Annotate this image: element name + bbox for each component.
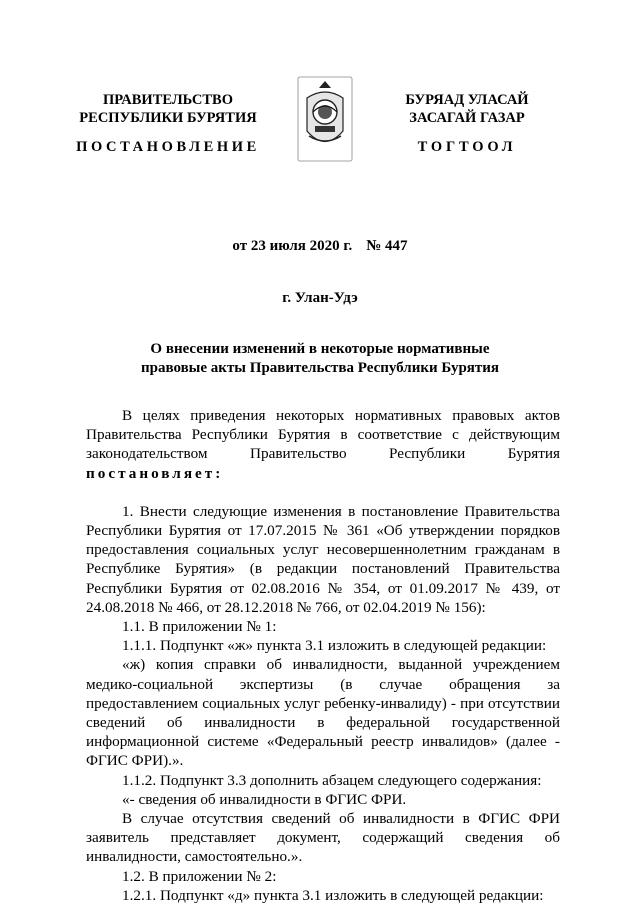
paragraph-1-1: 1.1. В приложении № 1: <box>122 618 277 636</box>
coat-of-arms-icon <box>297 76 353 162</box>
issuer-line-2-buryat: ЗАСАГАЙ ГАЗАР <box>409 110 525 126</box>
doc-type-buryat: ТОГТООЛ <box>417 139 517 155</box>
decree-number: № 447 <box>366 238 408 254</box>
decree-body <box>86 406 560 905</box>
paragraph-1-2-1: 1.2.1. Подпункт «д» пункта 3.1 изложить в следующей редакции: <box>122 886 544 904</box>
city: г. Улан-Удэ <box>282 290 358 306</box>
title-line-1: О внесении изменений в некоторые нормативные <box>150 341 490 357</box>
issuer-line-2: РЕСПУБЛИКИ БУРЯТИЯ <box>79 110 257 126</box>
issuer-name-russian <box>62 91 274 127</box>
paragraph-1-1-1: 1.1.1. Подпункт «ж» пункта 3.1 изложить в следующей редакции: <box>122 637 547 655</box>
intro-paragraph: В целях приведения некоторых нормативных правовых актов Правительства Республики Бурятия в соответствие с действующим законодательством Правительство Республики Бурятия постановляет: <box>86 407 560 482</box>
decree-date: от 23 июля 2020 г. <box>232 238 353 254</box>
paragraph-1-2: 1.2. В приложении № 2: <box>122 867 277 885</box>
paragraph-fgis-fri: «- сведения об инвалидности в ФГИС ФРИ. <box>122 790 407 808</box>
title-line-2: правовые акты Правительства Республики Бурятия <box>140 360 500 376</box>
issuer-line-1-buryat: БУРЯАД УЛАСАЙ <box>405 92 529 108</box>
paragraph-1: 1. Внести следующие изменения в постановление Правительства Республики Бурятия от 17.07.2015 № 361 «Об утверждении порядков предоставления социальных услуг несовершеннолетним гражданам в Республике Бурятия» (в редакции постановлений Правительства Республики Бурятия от 02.08.2016 № 354, от 01.09.2017 № 439, от 24.08.2018 № 466, от 28.12.2018 № 766, от 02.04.2019 № 156): <box>86 502 560 616</box>
doc-type-russian: ПОСТАНОВЛЕНИЕ <box>76 139 260 155</box>
paragraph-subpoint-zh: «ж) копия справки об инвалидности, выданной учреждением медико-социальной экспертизы (в случае обращения за предоставлением социальных услуг ребенку-инвалиду) - при отсутствии сведений об инвалидности в федеральной государственной информационной системе «Федеральный реестр инвалидов» (далее - ФГИС ФРИ).». <box>86 656 560 770</box>
date-number-line <box>0 238 640 255</box>
paragraph-1-1-2: 1.1.2. Подпункт 3.3 дополнить абзацем следующего содержания: <box>122 771 542 789</box>
paragraph-absence-case: В случае отсутствия сведений об инвалидности в ФГИС ФРИ заявитель представляет документ, содержащий сведения об инвалидности, самостоятельно.». <box>86 810 560 866</box>
decree-title <box>100 340 540 378</box>
resolution-keyword: постановляет: <box>86 464 224 482</box>
issuer-name-buryat <box>372 91 562 127</box>
issuer-line-1: ПРАВИТЕЛЬСТВО <box>103 92 233 108</box>
